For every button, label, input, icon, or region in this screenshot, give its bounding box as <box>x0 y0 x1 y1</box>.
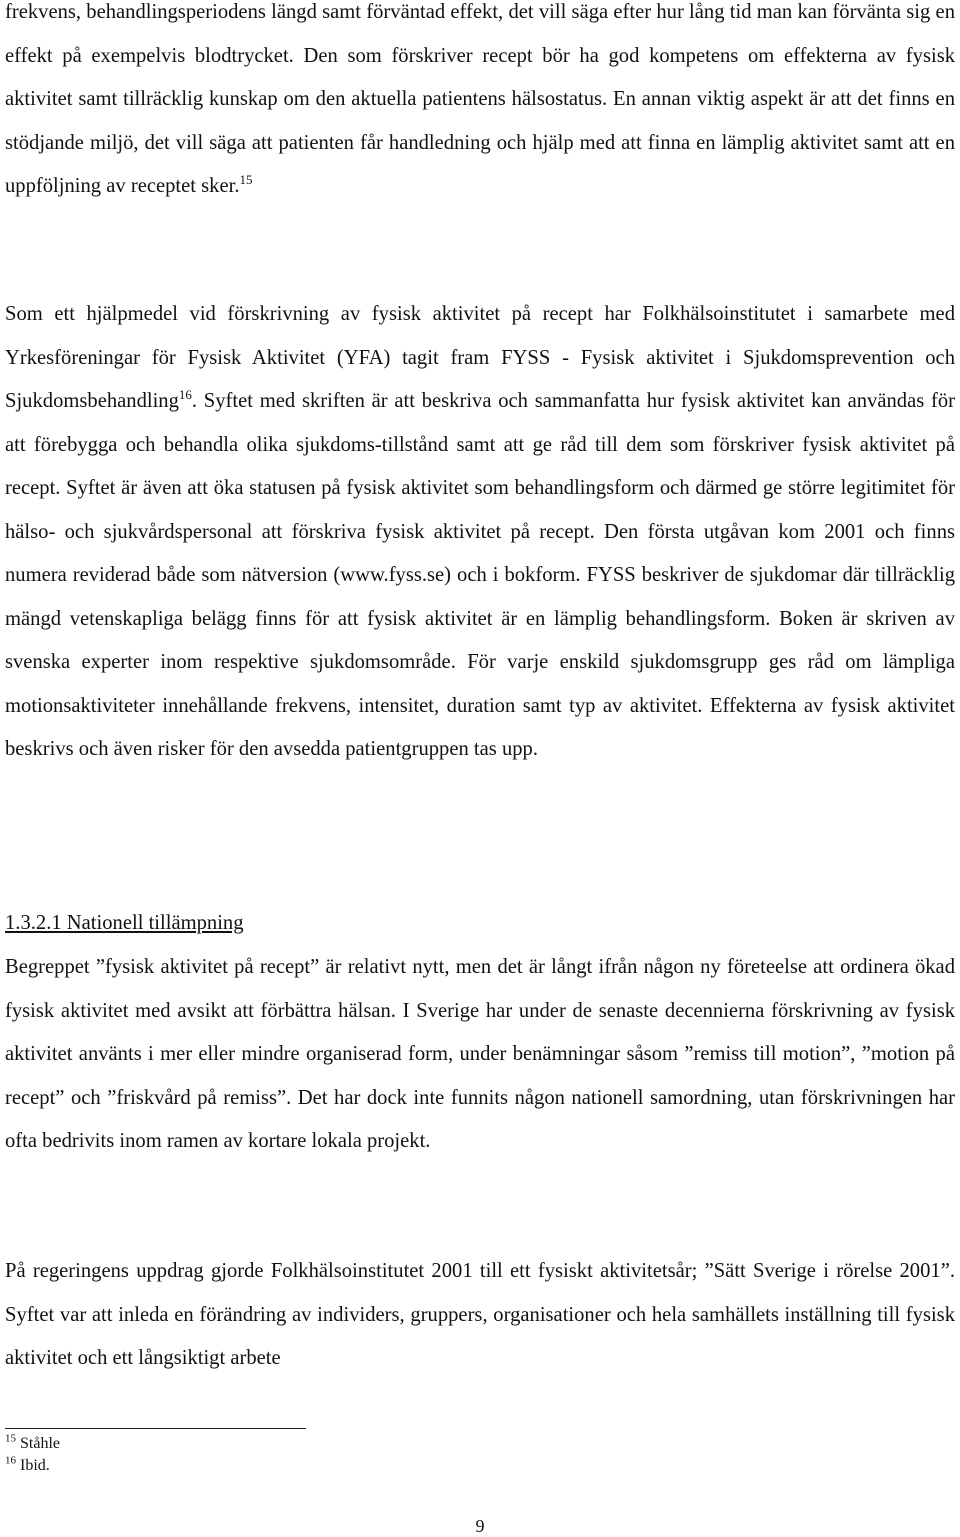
paragraph-1-text: frekvens, behandlingsperiodens längd samt förväntad effekt, det vill säga efter hur lång tid man kan förvänta sig en effekt på exempelvis blodtrycket. Den som förskriver recept bör ha god kompetens om effekterna av fysisk aktivitet samt tillräcklig kunskap om den aktuella patientens hälsostatus. En annan viktig aspekt är att det finns en stödjande miljö, det vill säga att patienten får handledning och hjälp med att finna en lämplig aktivitet samt att en uppföljning av receptet sker. <box>5 1 955 197</box>
paragraph-2-text-b: . Syftet med skriften är att beskriva och sammanfatta hur fysisk aktivitet kan användas för att förebygga och behandla olika sjukdoms-tillstånd samt att ge råd till dem som förskriver fysisk aktivitet på recept. Syftet är även att öka statusen på fysisk aktivitet som behandlingsform och därmed ge större legitimitet för hälso- och sjukvårdspersonal att förskriva fysisk aktivitet på recept. Den första utgåvan kom 2001 och finns numera reviderad både som nätversion (www.fyss.se) och i bokform. FYSS beskriver de sjukdomar där tillräcklig mängd vetenskapliga belägg finns för att fysisk aktivitet är en lämplig behandlingsform. Boken är skriven av svenska experter inom respektive sjukdomsområde. För varje enskild sjukdomsgrupp ges råd om lämpliga motionsaktiviteter innehållande frekvens, intensitet, duration samt typ av aktivitet. Effekterna av fysisk aktivitet beskrivs och även risker för den avsedda patientgruppen tas upp. <box>5 390 955 760</box>
footnote-16 <box>5 1455 60 1477</box>
footnotes <box>5 1433 60 1477</box>
footnote-separator <box>5 1428 306 1429</box>
paragraph-2-text-a: Som ett hjälpmedel vid förskrivning av fysisk aktivitet på recept har Folkhälsoinstitutet i samarbete med Yrkesföreningar för Fysisk Aktivitet (YFA) tagit fram FYSS - Fysisk aktivitet i Sjukdomsprevention och Sjukdomsbehandling <box>5 303 955 412</box>
paragraph-1 <box>5 0 955 209</box>
paragraph-3: Begreppet ”fysisk aktivitet på recept” är relativt nytt, men det är långt ifrån någon ny företeelse att ordinera ökad fysisk aktivitet med avsikt att förbättra hälsan. I Sverige har under de senaste decennierna förskrivning av fysisk aktivitet använts i mer eller mindre organiserad form, under benämningar såsom ”remiss till motion”, ”motion på recept” och ”friskvård på remiss”. Det har dock inte funnits någon nationell samordning, utan förskrivningen har ofta bedrivits inom ramen av kortare lokala projekt. <box>5 956 955 1152</box>
footnote-number: 16 <box>5 1454 16 1467</box>
footnote-15 <box>5 1433 60 1455</box>
paragraph-4: På regeringens uppdrag gjorde Folkhälsoinstitutet 2001 till ett fysiskt aktivitetsår; ”Sätt Sverige i rörelse 2001”. Syftet var att inleda en förändring av individers, gruppers, organisationer och hela samhällets inställning till fysisk aktivitet och ett långsiktigt arbete <box>5 1260 955 1369</box>
footnote-number: 15 <box>5 1432 16 1445</box>
section-heading: 1.3.2.1 Nationell tillämpning <box>5 912 244 934</box>
paragraph-2 <box>5 293 955 772</box>
footnote-text: Ibid. <box>20 1457 50 1474</box>
footnote-text: Ståhle <box>20 1435 60 1452</box>
footnote-ref-15[interactable]: 15 <box>239 172 253 188</box>
page-number: 9 <box>475 1516 485 1536</box>
footnote-ref-16[interactable]: 16 <box>178 387 192 403</box>
